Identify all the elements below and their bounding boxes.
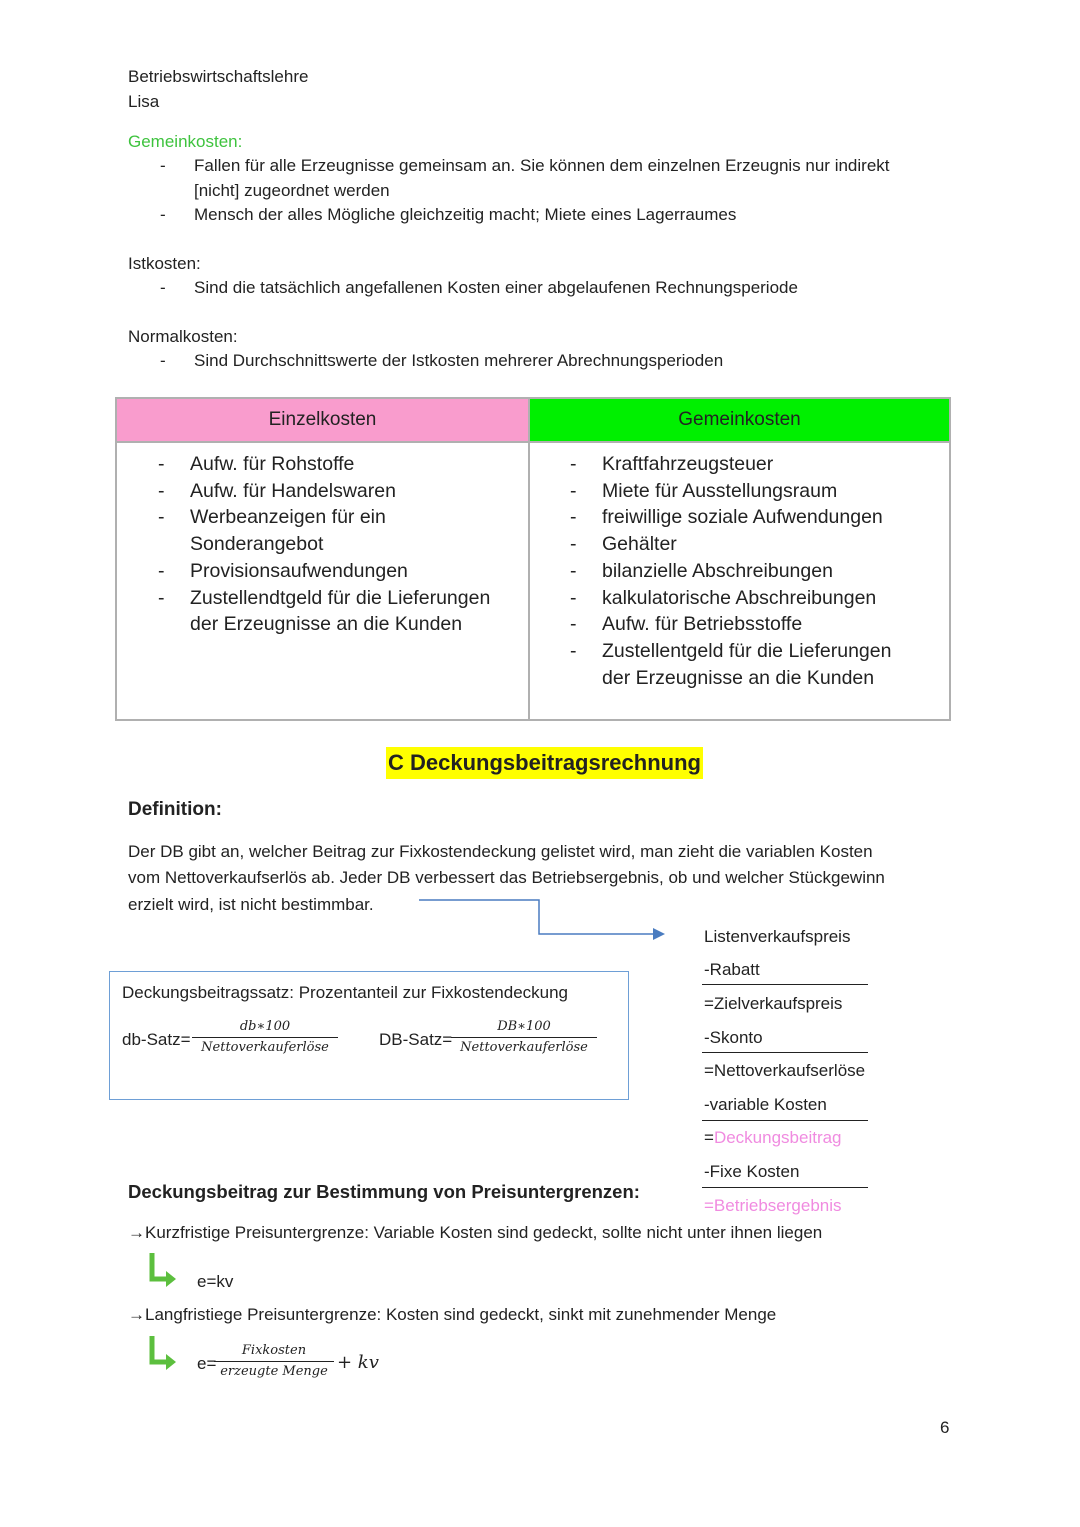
calc-deckungsbeitrag-label: Deckungsbeitrag <box>713 1128 842 1147</box>
table-header-einzelkosten: Einzelkosten <box>117 399 528 441</box>
calc-underline <box>702 984 868 985</box>
definition-line-3: erzielt wird, ist nicht bestimmbar. <box>128 895 374 914</box>
author-label: Lisa <box>128 92 160 111</box>
gemeinkosten-line-3: Mensch der alles Mögliche gleichzeitig macht; Miete eines Lagerraumes <box>194 205 737 224</box>
einzelkosten-item: der Erzeugnisse an die Kunden <box>190 613 463 636</box>
bullet-dash: - <box>160 156 166 175</box>
formula-box-title: Deckungsbeitragssatz: Prozentanteil zur Fixkostendeckung <box>122 983 569 1002</box>
definition-line-2: vom Nettoverkaufserlös ab. Jeder DB verbessert das Betriebsergebnis, ob und welcher Stückgewinn <box>128 868 885 887</box>
calc-betriebsergebnis: =Betriebsergebnis <box>704 1196 842 1215</box>
db-satz-denominator: Nettoverkauferlöse <box>201 1040 329 1055</box>
gemeinkosten-row <box>560 638 891 665</box>
calc-variable-kosten: -variable Kosten <box>704 1095 827 1114</box>
langfristig-numerator: Fixkosten <box>214 1343 334 1362</box>
gemeinkosten-item: Kraftfahrzeugsteuer <box>602 453 774 475</box>
gemeinkosten-list <box>560 451 891 691</box>
einzelkosten-row <box>148 531 490 558</box>
einzelkosten-row <box>148 611 490 638</box>
bullet-dash: - <box>158 453 165 475</box>
table-column-divider <box>528 399 530 719</box>
gemeinkosten-row <box>560 665 891 692</box>
istkosten-heading: Istkosten: <box>128 254 201 273</box>
calc-skonto: -Skonto <box>704 1028 763 1047</box>
formula-box <box>109 971 629 1100</box>
bullet-dash: - <box>158 506 165 529</box>
calc-underline <box>702 1052 868 1053</box>
DB-satz-denominator: Nettoverkauferlöse <box>460 1040 588 1055</box>
kurzfristig-line: →Kurzfristige Preisuntergrenze: Variable Kosten sind gedeckt, sollte nicht unter ihnen liegen <box>128 1223 823 1242</box>
turn-arrow-icon <box>148 1251 178 1287</box>
langfristig-line: →Langfristiege Preisuntergrenze: Kosten sind gedeckt, sinkt mit zunehmender Menge <box>128 1305 777 1324</box>
bullet-dash: - <box>570 559 577 582</box>
einzelkosten-row <box>148 451 490 478</box>
einzelkosten-item: Aufw. für Handelswaren <box>190 479 396 502</box>
preisuntergrenzen-heading: Deckungsbeitrag zur Bestimmung von Preisuntergrenzen: <box>128 1181 640 1202</box>
db-satz-label: db-Satz= <box>122 1030 191 1049</box>
page-number: 6 <box>940 1418 950 1437</box>
section-title: C Deckungsbeitragsrechnung <box>386 747 703 779</box>
gemeinkosten-row <box>560 478 891 505</box>
langfristig-fraction <box>214 1343 334 1381</box>
turn-arrow-icon <box>148 1334 178 1370</box>
bullet-dash: - <box>570 533 577 556</box>
kurzfristig-formula: e=kv <box>197 1272 234 1291</box>
gemeinkosten-item: Zustellentgeld für die Lieferungen <box>602 639 892 662</box>
table-header-divider <box>117 441 949 443</box>
gemeinkosten-line-2: [nicht] zugeordnet werden <box>194 181 390 200</box>
bullet-dash: - <box>570 506 577 529</box>
normalkosten-heading: Normalkosten: <box>128 327 238 346</box>
istkosten-line: Sind die tatsächlich angefallenen Kosten einer abgelaufenen Rechnungsperiode <box>194 278 798 297</box>
bullet-dash: - <box>160 278 166 297</box>
gemeinkosten-row <box>560 558 891 585</box>
DB-satz-numerator: DB∗100 <box>451 1019 597 1038</box>
subject-label: Betriebswirtschaftslehre <box>128 67 309 86</box>
gemeinkosten-item: freiwillige soziale Aufwendungen <box>602 506 883 529</box>
einzelkosten-item: Provisionsaufwendungen <box>190 559 408 582</box>
table-header-gemeinkosten: Gemeinkosten <box>530 399 949 441</box>
bullet-dash: - <box>570 479 577 502</box>
gemeinkosten-item: bilanzielle Abschreibungen <box>602 559 833 582</box>
db-satz-numerator: db∗100 <box>192 1019 338 1038</box>
gemeinkosten-row <box>560 504 891 531</box>
normalkosten-line: Sind Durchschnittswerte der Istkosten mehrerer Abrechnungsperioden <box>194 351 724 370</box>
calc-fixe-kosten: -Fixe Kosten <box>704 1162 800 1181</box>
calc-underline <box>702 1187 868 1188</box>
einzelkosten-item: Aufw. für Rohstoffe <box>190 453 355 475</box>
gemeinkosten-item: Miete für Ausstellungsraum <box>602 479 838 502</box>
cost-comparison-table <box>115 397 951 721</box>
calc-equals: = <box>704 1128 714 1147</box>
gemeinkosten-item: der Erzeugnisse an die Kunden <box>602 666 875 689</box>
langfristig-denominator: erzeugte Menge <box>220 1364 328 1379</box>
calc-listenverkaufspreis: Listenverkaufspreis <box>704 927 851 946</box>
connector-arrow-icon <box>415 896 670 944</box>
gemeinkosten-item: Aufw. für Betriebsstoffe <box>602 613 803 636</box>
calc-zielverkaufspreis: =Zielverkaufspreis <box>704 994 843 1013</box>
definition-heading: Definition: <box>128 799 222 820</box>
gemeinkosten-item: Gehälter <box>602 533 677 556</box>
bullet-dash: - <box>570 586 577 609</box>
gemeinkosten-heading: Gemeinkosten: <box>128 132 243 151</box>
gemeinkosten-line-1: Fallen für alle Erzeugnisse gemeinsam an. Sie können dem einzelnen Erzeugnis nur indirekt <box>194 156 890 175</box>
DB-satz-label: DB-Satz= <box>379 1030 453 1049</box>
gemeinkosten-item: kalkulatorische Abschreibungen <box>602 586 877 609</box>
calc-deckungsbeitrag <box>704 1126 842 1150</box>
bullet-dash: - <box>160 351 166 370</box>
gemeinkosten-row <box>560 611 891 638</box>
calc-nettoverkaufserloese: =Nettoverkaufserlöse <box>704 1061 866 1080</box>
einzelkosten-row <box>148 504 490 531</box>
bullet-dash: - <box>158 586 165 609</box>
bullet-dash: - <box>158 559 165 582</box>
db-satz-fraction <box>192 1019 338 1057</box>
bullet-dash: - <box>570 453 577 475</box>
bullet-dash: - <box>570 639 577 662</box>
bullet-dash: - <box>160 205 166 224</box>
bullet-dash: - <box>158 479 165 502</box>
langfristig-formula-suffix: + kv <box>337 1352 379 1373</box>
DB-satz-fraction <box>451 1019 597 1057</box>
einzelkosten-item: Zustellendtgeld für die Lieferungen <box>190 586 491 609</box>
bullet-dash: - <box>570 613 577 636</box>
calc-underline <box>702 1120 868 1121</box>
langfristig-formula-prefix: e= <box>197 1354 217 1373</box>
gemeinkosten-row <box>560 585 891 612</box>
einzelkosten-item: Werbeanzeigen für ein <box>190 506 386 529</box>
einzelkosten-row <box>148 558 490 585</box>
definition-line-1: Der DB gibt an, welcher Beitrag zur Fixkostendeckung gelistet wird, man zieht die variablen Kosten <box>128 842 873 861</box>
einzelkosten-row <box>148 478 490 505</box>
calc-rabatt: -Rabatt <box>704 960 760 979</box>
einzelkosten-item: Sonderangebot <box>190 533 324 556</box>
gemeinkosten-row <box>560 451 891 478</box>
einzelkosten-row <box>148 585 490 612</box>
einzelkosten-list <box>148 451 490 638</box>
gemeinkosten-row <box>560 531 891 558</box>
